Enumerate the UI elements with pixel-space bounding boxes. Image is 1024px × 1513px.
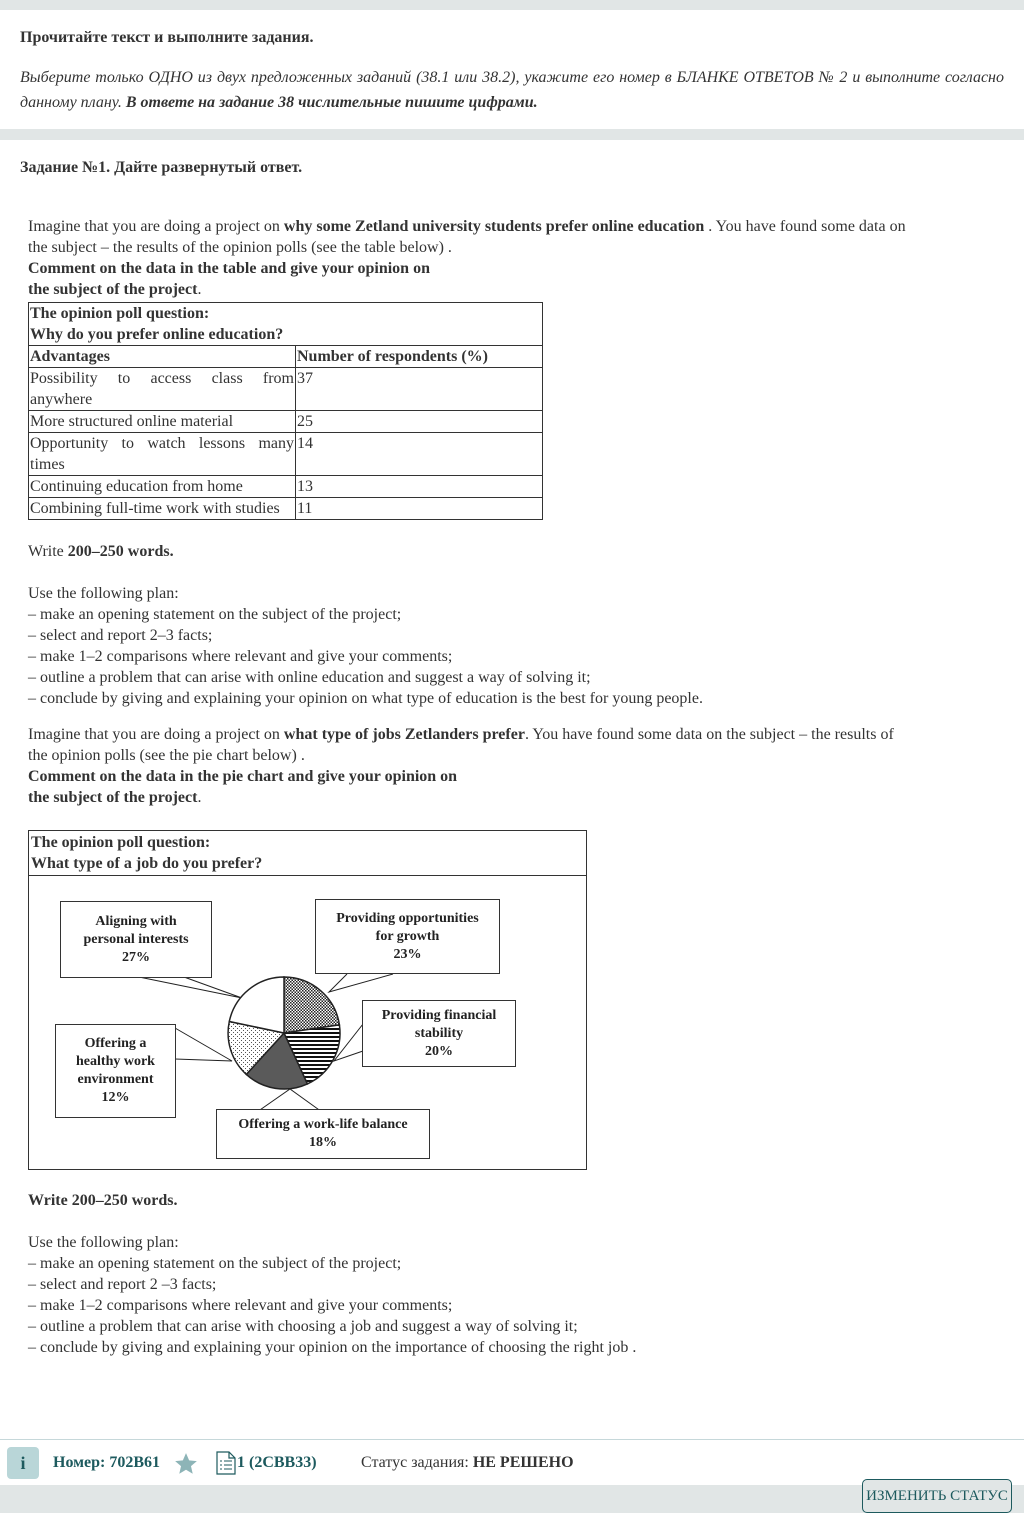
- option1-plan-list: [28, 604, 1020, 709]
- callout-label: Offering a: [84, 1036, 147, 1051]
- option2-topic: what type of jobs Zetlanders prefer: [283, 726, 525, 743]
- chart-question: [29, 831, 586, 876]
- instructions-panel: [0, 10, 1024, 129]
- option1-intro-line2: the subject – the results of the opinion polls (see the table below) .: [28, 239, 452, 256]
- pie-chart-box: [28, 830, 587, 1170]
- instructions-bold: В ответе на задание 38 числительные пишите цифрами.: [125, 94, 538, 111]
- option1-plan-title: Use the following plan:: [28, 585, 179, 602]
- table-cell-advantage: More structured online material: [29, 411, 296, 433]
- chart-question-line1: The opinion poll question:: [31, 834, 211, 851]
- write-bold: 200–250 words.: [67, 543, 174, 560]
- callout-growth: [315, 899, 500, 974]
- callout-percent: 18%: [309, 1135, 337, 1150]
- task-title: Задание №1. Дайте развернутый ответ.: [20, 159, 303, 176]
- task-status: [361, 1454, 574, 1472]
- pie-slices: [228, 977, 340, 1089]
- plan-item: – outline a problem that can arise with choosing a job and suggest a way of solving it;: [28, 1318, 578, 1335]
- plan-item: – outline a problem that can arise with online education and suggest a way of solving it;: [28, 669, 591, 686]
- variant-link[interactable]: 1 (2CBB33): [237, 1454, 317, 1471]
- pie-chart: [29, 876, 586, 1169]
- instructions-title: Прочитайте текст и выполните задания.: [20, 29, 314, 46]
- change-status-button[interactable]: ИЗМЕНИТЬ СТАТУС: [862, 1479, 1012, 1513]
- plan-item: – conclude by giving and explaining your opinion on the importance of choosing the right job .: [28, 1339, 637, 1356]
- option1-intro-pre: Imagine that you are doing a project on: [28, 218, 284, 235]
- callout-label: for growth: [375, 928, 440, 944]
- column-header-advantages: Advantages: [29, 346, 296, 368]
- option2-intro-pre: Imagine that you are doing a project on: [28, 726, 284, 743]
- callout-percent: 27%: [122, 949, 150, 965]
- table-question: [29, 303, 543, 346]
- option2-plan-title: Use the following plan:: [28, 1234, 179, 1251]
- document-list-icon[interactable]: [216, 1451, 236, 1480]
- plan-item: – make 1–2 comparisons where relevant and give your comments;: [28, 1297, 453, 1314]
- table-row: [29, 411, 543, 433]
- callout-label: stability: [414, 1025, 464, 1041]
- table-cell-advantage: Opportunity to watch lessons many times: [29, 433, 296, 476]
- table-question-line1: The opinion poll question:: [30, 305, 210, 322]
- column-header-respondents: Number of respondents (%): [296, 346, 543, 368]
- callout-percent: 12%: [101, 1090, 130, 1105]
- option2-plan-list: [28, 1253, 1020, 1358]
- table-cell-advantage: Combining full-time work with studies: [29, 498, 296, 520]
- option1-topic: why some Zetland university students prefer online education: [283, 218, 705, 235]
- option2-comment-dot: .: [197, 789, 202, 806]
- table-cell-advantage: Possibility to access class from anywhere: [29, 368, 296, 411]
- table-cell-value: 13: [296, 476, 543, 498]
- instructions-text: [20, 65, 1004, 115]
- plan-item: – select and report 2–3 facts;: [28, 627, 213, 644]
- write-pre: Write: [28, 543, 68, 560]
- callout-label: healthy work: [76, 1054, 155, 1069]
- table-question-row: [29, 303, 543, 346]
- star-icon[interactable]: [172, 1451, 200, 1482]
- option1-intro-post: . You have found some data on: [704, 218, 906, 235]
- task-panel: [0, 140, 1024, 1440]
- plan-item: – make an opening statement on the subject of the project;: [28, 1255, 402, 1272]
- option2-intro: [28, 724, 1020, 745]
- plan-item: – conclude by giving and explaining your opinion on what type of education is the best for young people.: [28, 690, 703, 707]
- callout-label: Providing opportunities: [336, 910, 479, 926]
- table-cell-value: 14: [296, 433, 543, 476]
- callout-work-life-balance: [216, 1109, 430, 1159]
- status-label: Статус задания:: [361, 1454, 473, 1471]
- top-strip: [0, 0, 1024, 10]
- option2-intro-post: . You have found some data on the subject – the results of: [524, 726, 894, 743]
- callout-label: Aligning with: [95, 913, 177, 929]
- option1-comment-line2: the subject of the project: [28, 281, 198, 298]
- task-number: Номер: 702B61: [53, 1454, 161, 1471]
- plan-item: – make an opening statement on the subject of the project;: [28, 606, 402, 623]
- table-row: [29, 476, 543, 498]
- table-cell-value: 25: [296, 411, 543, 433]
- callout-percent: 20%: [425, 1043, 453, 1059]
- table-cell-value: 37: [296, 368, 543, 411]
- table-question-line2: Why do you prefer online education?: [30, 326, 284, 343]
- table-row: [29, 368, 543, 411]
- table-cell-advantage: Continuing education from home: [29, 476, 296, 498]
- option2-comment-line2: the subject of the project: [28, 789, 198, 806]
- table-cell-value: 11: [296, 498, 543, 520]
- section-gap: [0, 129, 1024, 140]
- callout-label: Providing financial: [381, 1007, 497, 1023]
- option1-comment-line1: Comment on the data in the table and give your opinion on: [28, 260, 430, 277]
- callout-label: Offering a work-life balance: [238, 1117, 408, 1132]
- option1-comment-dot: .: [197, 281, 202, 298]
- table-row: [29, 433, 543, 476]
- task-content: [28, 216, 1020, 1358]
- option2-comment-line1: Comment on the data in the pie chart and give your opinion on: [28, 768, 458, 785]
- instructions-italic: Выберите только ОДНО из двух предложенных заданий (38.1 или 38.2), укажите его номер в БЛАНКЕ ОТВЕТОВ № 2 и выполните согласно данному плану.: [20, 69, 1004, 111]
- info-button[interactable]: i: [7, 1447, 39, 1479]
- option1-word-count: [28, 541, 1020, 562]
- poll-table: [28, 302, 543, 520]
- callout-financial-stability: [362, 1000, 516, 1067]
- callout-percent: 23%: [393, 946, 422, 962]
- callout-label: personal interests: [83, 931, 189, 947]
- option1-intro: [28, 216, 1020, 237]
- table-row: [29, 498, 543, 520]
- status-value: НЕ РЕШЕНО: [472, 1454, 574, 1471]
- option2-word-count: Write 200–250 words.: [28, 1192, 178, 1209]
- plan-item: – make 1–2 comparisons where relevant and give your comments;: [28, 648, 453, 665]
- plan-item: – select and report 2 –3 facts;: [28, 1276, 217, 1293]
- callout-label: environment: [77, 1072, 154, 1087]
- table-header-row: [29, 346, 543, 368]
- chart-question-line2: What type of a job do you prefer?: [31, 855, 263, 872]
- callout-healthy-environment: [55, 1024, 176, 1118]
- callout-personal-interests: [60, 901, 212, 978]
- option2-intro-line2: the opinion polls (see the pie chart below) .: [28, 747, 305, 764]
